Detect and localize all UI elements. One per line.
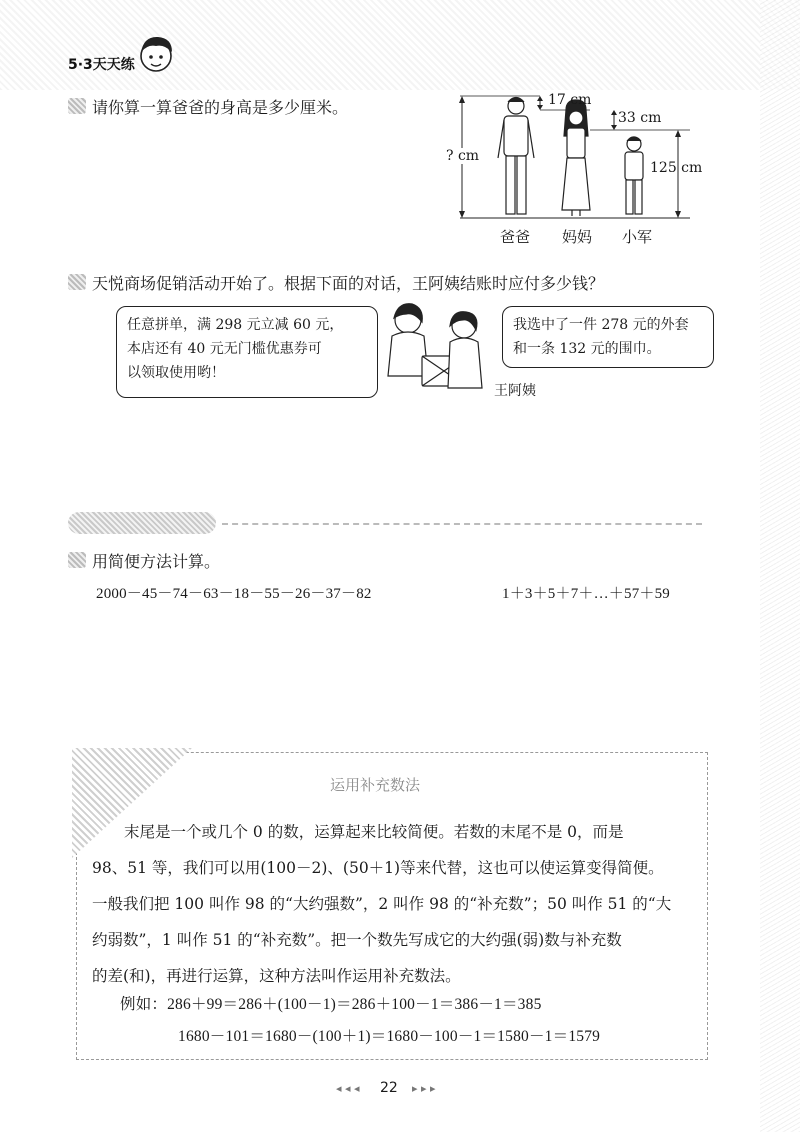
brand-label: 5·3天天练 bbox=[68, 57, 135, 73]
bubble-clerk-line-3: 以领取使用哟！ bbox=[127, 365, 225, 381]
header-texture bbox=[0, 0, 800, 90]
speech-bubble-clerk bbox=[116, 306, 378, 398]
bubble-customer-line-2: 和一条 132 元的围巾。 bbox=[513, 341, 661, 357]
tip-title: 运用补充数法 bbox=[330, 776, 421, 794]
tip-paragraph bbox=[92, 814, 692, 994]
label-17cm: 17 cm bbox=[548, 92, 592, 108]
question-6-text: 天悦商场促销活动开始了。根据下面的对话，王阿姨结账时应付多少钱？ bbox=[92, 274, 605, 293]
footer-decoration-left: ◂ ◂ ◂ bbox=[336, 1082, 360, 1095]
margin-texture bbox=[760, 0, 800, 1132]
name-son: 小军 bbox=[622, 228, 653, 246]
section-divider bbox=[222, 523, 702, 525]
tip-line-3: 一般我们把 100 叫作 98 的“大约强数”，2 叫作 98 的“补充数”；50 叫作 51 的“大 bbox=[92, 895, 672, 913]
label-125cm: 125 cm bbox=[650, 160, 703, 176]
question-number-6 bbox=[68, 274, 86, 290]
question-number-5 bbox=[68, 98, 86, 114]
page-number: 22 bbox=[380, 1080, 398, 1096]
tip-line-5: 的差(和)，再进行运算，这种方法叫作运用补充数法。 bbox=[92, 967, 461, 985]
bubble-clerk-line-1: 任意拼单，满 298 元立减 60 元， bbox=[127, 317, 344, 333]
calc-expression-1: 2000－45－74－63－18－55－26－37－82 bbox=[96, 586, 372, 602]
speech-bubble-customer bbox=[502, 306, 714, 368]
tip-example-2: 1680－101＝1680－(100＋1)＝1680－100－1＝1580－1＝1579 bbox=[178, 1028, 601, 1045]
question-7-text: 用简便方法计算。 bbox=[92, 552, 221, 571]
tip-line-2: 98、51 等，我们可以用(100－2)、(50＋1)等来代替，这也可以使运算变得简便。 bbox=[92, 859, 664, 877]
question-5-text: 请你算一算爸爸的身高是多少厘米。 bbox=[92, 98, 349, 117]
section-banner bbox=[68, 512, 216, 534]
label-33cm: 33 cm bbox=[618, 110, 662, 126]
name-mom: 妈妈 bbox=[562, 228, 593, 246]
name-dad: 爸爸 bbox=[500, 228, 531, 246]
person-label-wang: 王阿姨 bbox=[494, 383, 536, 399]
label-unknown-height: ? cm bbox=[446, 148, 480, 164]
bubble-clerk-line-2: 本店还有 40 元无门槛优惠券可 bbox=[127, 341, 322, 357]
mascot-icon bbox=[130, 28, 182, 80]
tip-example-1: 例如：286＋99＝286＋(100－1)＝286＋100－1＝386－1＝385 bbox=[120, 996, 542, 1013]
tip-line-1: 末尾是一个或几个 0 的数，运算起来比较简便。若数的末尾不是 0，而是 bbox=[124, 823, 624, 841]
shopping-scene-illustration bbox=[378, 296, 502, 400]
question-number-7 bbox=[68, 552, 86, 568]
footer-decoration-right: ▸ ▸ ▸ bbox=[412, 1082, 436, 1095]
tip-line-4: 约弱数”，1 叫作 51 的“补充数”。把一个数先写成它的大约强(弱)数与补充数 bbox=[92, 931, 622, 949]
calc-expression-2: 1＋3＋5＋7＋…＋57＋59 bbox=[502, 586, 671, 602]
bubble-customer-line-1: 我选中了一件 278 元的外套 bbox=[513, 317, 689, 333]
